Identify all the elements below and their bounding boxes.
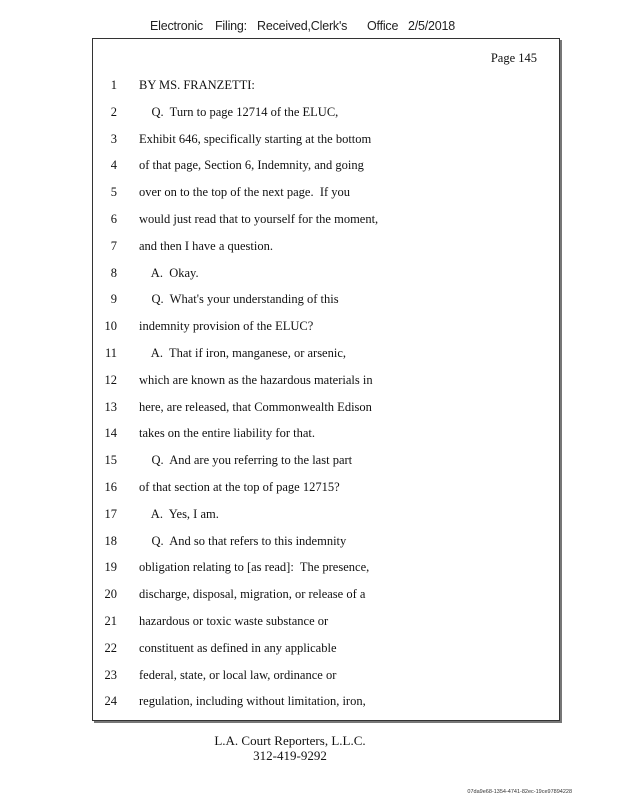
- line-text: Q. Turn to page 12714 of the ELUC,: [139, 104, 339, 119]
- line-number: 6: [110, 212, 117, 226]
- transcript-line: [93, 102, 559, 122]
- line-text: Q. And so that refers to this indemnity: [139, 533, 347, 548]
- transcript-line: [93, 397, 559, 417]
- line-number: 14: [104, 426, 117, 441]
- line-number: 5: [110, 185, 117, 200]
- transcript-line: [93, 691, 559, 711]
- transcript-line: [93, 477, 559, 497]
- line-number: 3: [110, 131, 117, 146]
- line-number: 12: [104, 372, 117, 387]
- footer-company: L.A. Court Reporters, L.L.C.: [214, 733, 366, 748]
- document-hash: 07da9e68-1354-4741-82ec-19ce97894228: [467, 789, 572, 795]
- line-number: 22: [104, 640, 117, 655]
- header-received-clerks: Received,Clerk's: [257, 19, 348, 33]
- line-text: of that section at the top of page 12715?: [139, 480, 340, 494]
- line-number: 20: [104, 587, 117, 602]
- footer-phone: 312-419-9292: [253, 748, 327, 763]
- transcript-line: [93, 289, 559, 309]
- transcript-line: [93, 155, 559, 175]
- line-text: Q. And are you referring to the last part: [139, 453, 353, 468]
- line-text: regulation, including without limitation, iron,: [139, 694, 366, 709]
- line-number: 15: [104, 453, 117, 468]
- line-number: 4: [110, 158, 117, 173]
- line-text: over on to the top of the next page. If you: [139, 185, 351, 200]
- line-number: 7: [110, 238, 117, 253]
- line-number: 11: [104, 346, 117, 360]
- transcript-line: [93, 129, 559, 149]
- header-date: 2/5/2018: [408, 19, 456, 33]
- line-number: 17: [104, 506, 117, 521]
- line-text: Q. What's your understanding of this: [139, 292, 339, 307]
- line-text: A. Yes, I am.: [139, 506, 219, 521]
- transcript-line: [93, 209, 559, 229]
- line-number: 19: [104, 560, 117, 575]
- line-number: 18: [104, 533, 117, 548]
- transcript-line: [93, 370, 559, 390]
- line-number: 9: [110, 292, 117, 307]
- transcript-line: [93, 343, 559, 363]
- line-number: 13: [104, 399, 117, 414]
- line-number: 2: [110, 104, 117, 119]
- transcript-line: [93, 316, 559, 336]
- transcript-line: [93, 611, 559, 631]
- transcript-line: [93, 531, 559, 551]
- line-number: 23: [104, 667, 117, 682]
- transcript-line: [93, 236, 559, 256]
- line-text: would just read that to yourself for the moment,: [139, 212, 379, 226]
- line-text: of that page, Section 6, Indemnity, and going: [139, 158, 364, 173]
- line-text: takes on the entire liability for that.: [139, 426, 315, 441]
- footer: [0, 733, 580, 763]
- line-number: 10: [104, 319, 117, 334]
- transcript-line: [93, 75, 559, 95]
- transcript-line: [93, 557, 559, 577]
- transcript-line: [93, 504, 559, 524]
- transcript-line: [93, 638, 559, 658]
- transcript-page: [92, 38, 560, 721]
- line-text: discharge, disposal, migration, or release of a: [139, 587, 366, 602]
- header-office: Office: [367, 19, 399, 33]
- transcript-line: [93, 665, 559, 685]
- transcript-line: [93, 584, 559, 604]
- line-text: obligation relating to [as read]: The presence,: [139, 560, 370, 575]
- header-electronic: Electronic: [150, 19, 203, 33]
- line-text: and then I have a question.: [139, 238, 273, 253]
- line-text: which are known as the hazardous materials in: [139, 372, 373, 387]
- transcript-line: [93, 182, 559, 202]
- line-text: A. Okay.: [139, 265, 199, 280]
- line-text: here, are released, that Commonwealth Edison: [139, 399, 372, 414]
- page-number-label: Page 145: [490, 51, 537, 65]
- line-number: 1: [110, 78, 117, 92]
- line-number: 24: [104, 694, 117, 709]
- line-text: indemnity provision of the ELUC?: [139, 319, 314, 334]
- transcript-line: [93, 450, 559, 470]
- line-text: Exhibit 646, specifically starting at the bottom: [139, 131, 372, 146]
- line-text: federal, state, or local law, ordinance or: [139, 667, 337, 682]
- line-text: constituent as defined in any applicable: [139, 640, 337, 655]
- transcript-line: [93, 423, 559, 443]
- line-number: 16: [104, 480, 117, 494]
- line-text: A. That if iron, manganese, or arsenic,: [139, 346, 347, 360]
- transcript-line: [93, 263, 559, 283]
- line-number: 8: [110, 265, 117, 280]
- line-text: hazardous or toxic waste substance or: [139, 614, 329, 628]
- header-filing: Filing:: [215, 19, 247, 33]
- line-number: 21: [104, 614, 117, 628]
- line-text: BY MS. FRANZETTI:: [139, 78, 255, 92]
